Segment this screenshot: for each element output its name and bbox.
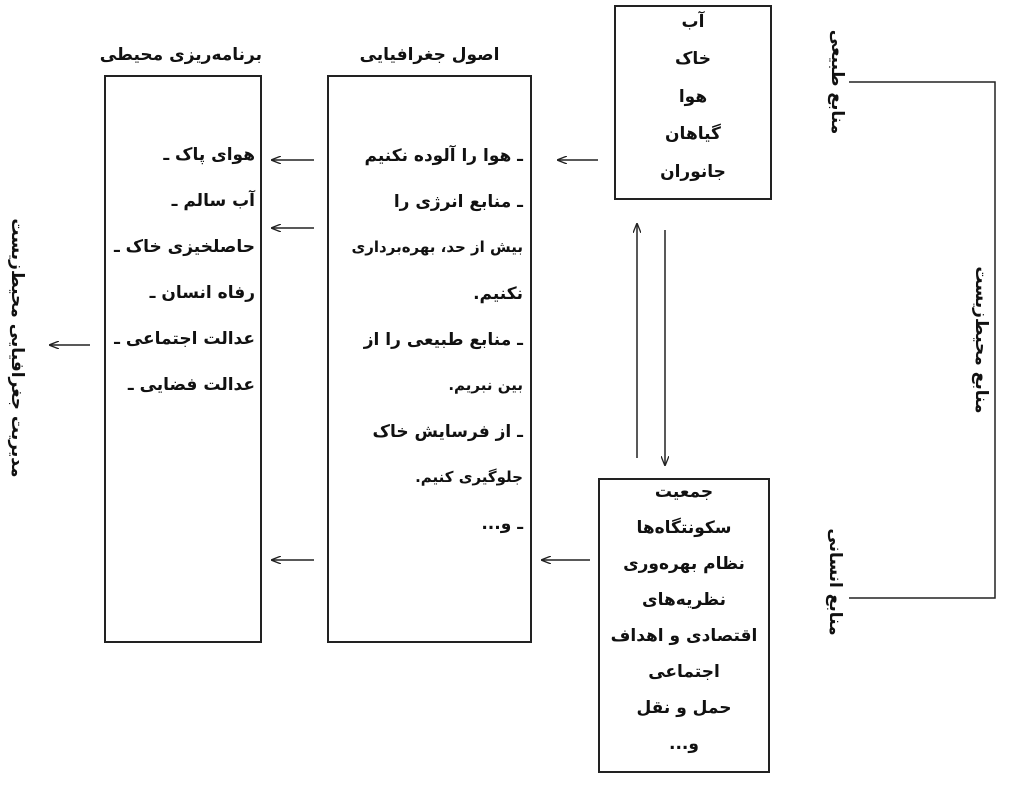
planning-item: حاصلخیزی خاک ـ bbox=[113, 237, 255, 257]
environment-resources-label: منابع محیط‌زیست bbox=[971, 266, 991, 414]
human-item: نظام بهره‌وری bbox=[623, 554, 745, 574]
natural-item: جانوران bbox=[660, 162, 726, 182]
natural-resources-label: منابع طبیعی bbox=[827, 29, 847, 135]
geographic-management-label: مدیریت جغرافیایی محیط‌زیست bbox=[7, 218, 27, 478]
principle-line: جلوگیری کنیم. bbox=[415, 468, 523, 486]
human-item: نظریه‌های bbox=[642, 590, 726, 610]
principle-line: بیش از حد، بهره‌برداری bbox=[351, 238, 523, 256]
human-item: و... bbox=[669, 734, 699, 754]
planning-item: آب سالم ـ bbox=[171, 191, 255, 211]
human-item: جمعیت bbox=[654, 482, 714, 502]
planning-item: عدالت فضایی ـ bbox=[127, 375, 255, 395]
planning-item: عدالت اجتماعی ـ bbox=[114, 329, 255, 349]
natural-item: هوا bbox=[678, 87, 708, 107]
principle-line: نکنیم. bbox=[473, 284, 523, 304]
principle-line: ـ هوا را آلوده نکنیم bbox=[364, 146, 523, 166]
human-resources-label: منابع انسانی bbox=[825, 528, 845, 636]
principle-line: بین نبریم. bbox=[448, 376, 523, 394]
human-item: سکونتگاه‌ها bbox=[636, 518, 732, 538]
human-item: اجتماعی bbox=[648, 662, 720, 682]
natural-item: آب bbox=[681, 12, 705, 32]
principle-line: ـ منابع انرژی را bbox=[393, 192, 523, 212]
principle-line: ـ و... bbox=[481, 514, 523, 534]
human-item: حمل و نقل bbox=[636, 698, 732, 718]
human-item: اقتصادی و اهداف bbox=[610, 626, 758, 646]
natural-item: گیاهان bbox=[665, 124, 721, 144]
principles-header: اصول جغرافیایی bbox=[359, 45, 500, 65]
principle-line: ـ از فرسایش خاک bbox=[372, 422, 523, 442]
planning-item: رفاه انسان ـ bbox=[149, 283, 255, 303]
principle-line: ـ منابع طبیعی را از bbox=[363, 330, 523, 350]
natural-item: خاک bbox=[674, 49, 712, 69]
planning-item: هوای پاک ـ bbox=[163, 145, 255, 165]
planning-header: برنامه‌ریزی محیطی bbox=[99, 45, 262, 65]
